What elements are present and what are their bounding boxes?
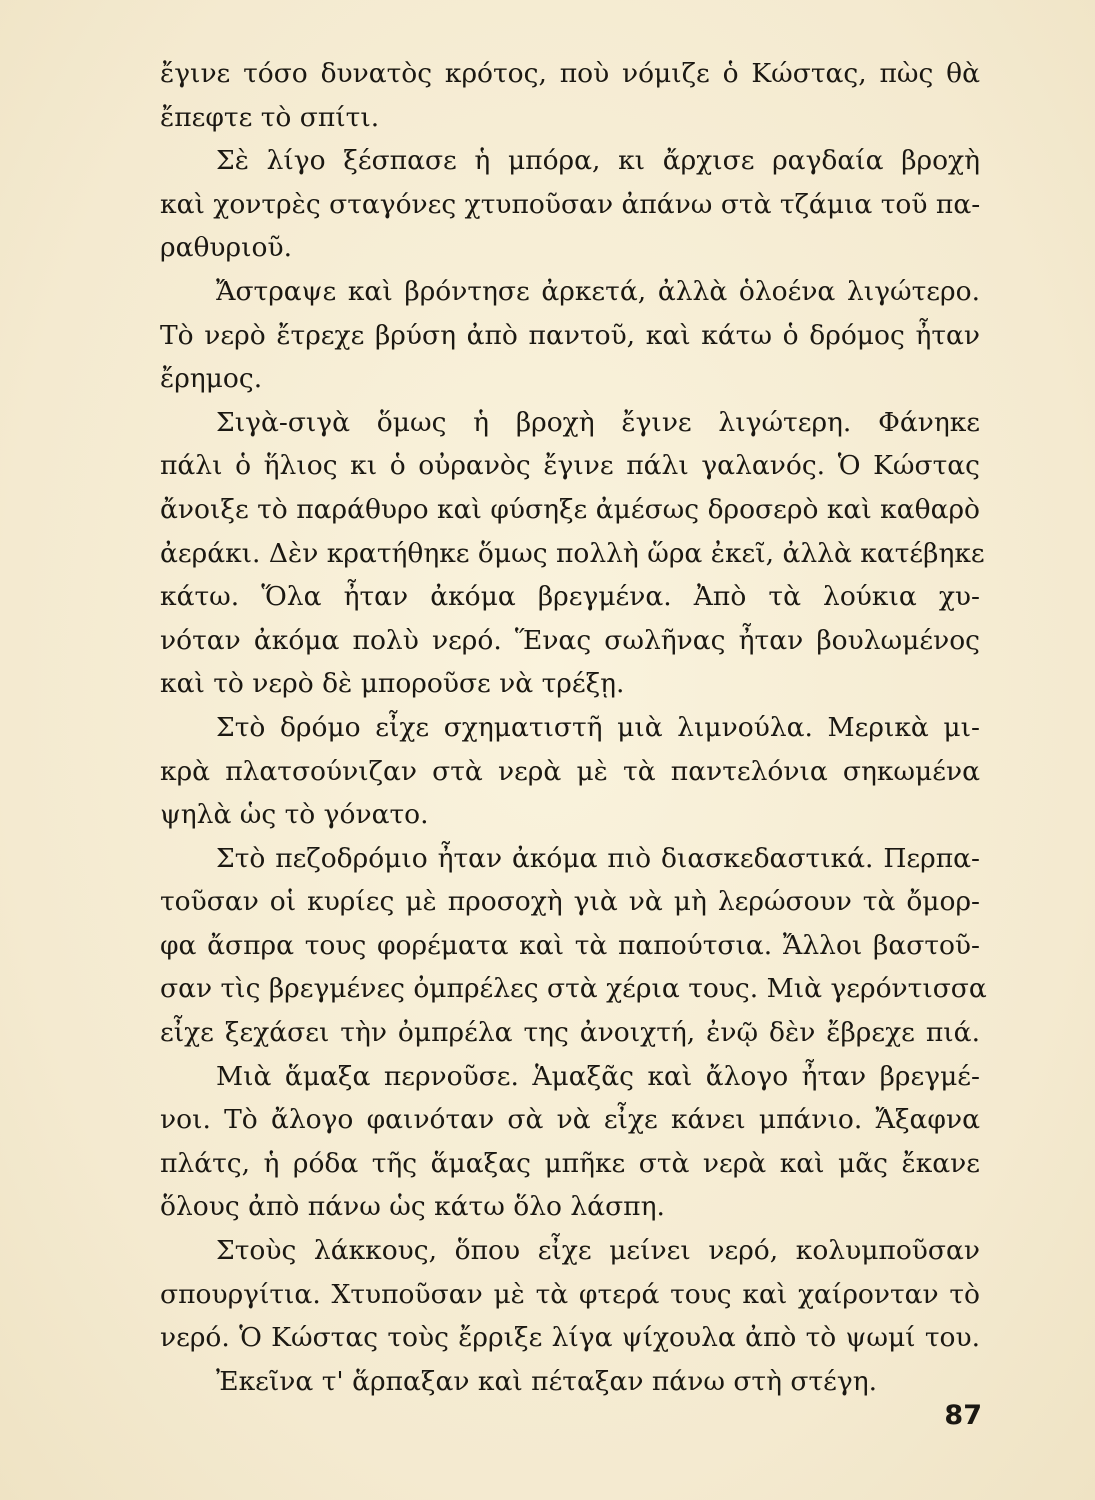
text-line: πλάτς, ἡ ρόδα τῆς ἅμαξας μπῆκε στὰ νερὰ καὶ μᾶς ἔκανε bbox=[160, 1147, 980, 1179]
text-line: Σὲ λίγο ξέσπασε ἡ μπόρα, κι ἄρχισε ραγδαία βροχὴ bbox=[216, 145, 980, 177]
text-line: ἔπεφτε τὸ σπίτι. bbox=[160, 101, 380, 133]
text-line: εἶχε ξεχάσει τὴν ὀμπρέλα της ἀνοιχτή, ἐνῷ δὲν ἔβρεχε πιά. bbox=[160, 1017, 980, 1049]
text-line: Ἐκεῖνα τ' ἅρπαξαν καὶ πέταξαν πάνω στὴ στέγη. bbox=[216, 1365, 878, 1397]
text-line: νόταν ἀκόμα πολὺ νερό. Ἕνας σωλῆνας ἦταν βουλωμένος bbox=[160, 624, 980, 656]
text-line: Στὸ πεζοδρόμιο ἦταν ἀκόμα πιὸ διασκεδαστικά. Περπα- bbox=[216, 842, 980, 874]
text-line: σαν τὶς βρεγμένες ὀμπρέλες στὰ χέρια τους. Μιὰ γερόντισσα bbox=[160, 973, 987, 1005]
text-line: καὶ χοντρὲς σταγόνες χτυποῦσαν ἀπάνω στὰ τζάμια τοῦ πα- bbox=[160, 188, 981, 220]
text-line: πάλι ὁ ἥλιος κι ὁ οὐρανὸς ἔγινε πάλι γαλανός. Ὁ Κώστας bbox=[160, 450, 980, 482]
text-line: κρὰ πλατσούνιζαν στὰ νερὰ μὲ τὰ παντελόνια σηκωμένα bbox=[160, 755, 980, 787]
text-line: Ἄστραψε καὶ βρόντησε ἀρκετά, ἀλλὰ ὁλοένα λιγώτερο. bbox=[216, 275, 980, 307]
text-line: φα ἄσπρα τους φορέματα καὶ τὰ παπούτσια. Ἄλλοι βαστοῦ- bbox=[160, 929, 980, 961]
text-line: Στὸ δρόμο εἶχε σχηματιστῆ μιὰ λιμνούλα. Μερικὰ μι- bbox=[216, 711, 980, 743]
text-line: κάτω. Ὅλα ἦταν ἀκόμα βρεγμένα. Ἀπὸ τὰ λούκια χυ- bbox=[160, 581, 980, 613]
text-line: νοι. Τὸ ἄλογο φαινόταν σὰ νὰ εἶχε κάνει μπάνιο. Ἄξαφνα bbox=[160, 1104, 980, 1136]
text-line: Τὸ νερὸ ἔτρεχε βρύση ἀπὸ παντοῦ, καὶ κάτω ὁ δρόμος ἦταν bbox=[160, 319, 980, 351]
text-line: Μιὰ ἅμαξα περνοῦσε. Ἁμαξᾶς καὶ ἄλογο ἦταν βρεγμέ- bbox=[216, 1060, 980, 1092]
text-line: νερό. Ὁ Κώστας τοὺς ἔρριξε λίγα ψίχουλα ἀπὸ τὸ ψωμί του. bbox=[160, 1322, 980, 1354]
text-line: ἄνοιξε τὸ παράθυρο καὶ φύσηξε ἀμέσως δροσερὸ καὶ καθαρὸ bbox=[160, 493, 980, 525]
text-line: ἔρημος. bbox=[160, 363, 263, 395]
text-line: ὅλους ἀπὸ πάνω ὡς κάτω ὅλο λάσπη. bbox=[160, 1191, 665, 1223]
text-line: Σιγὰ-σιγὰ ὅμως ἡ βροχὴ ἔγινε λιγώτερη. Φάνηκε bbox=[216, 406, 980, 438]
text-line: ψηλὰ ὡς τὸ γόνατο. bbox=[160, 799, 429, 831]
text-line: σπουργίτια. Χτυποῦσαν μὲ τὰ φτερά τους καὶ χαίρονταν τὸ bbox=[160, 1278, 980, 1310]
text-line: ραθυριοῦ. bbox=[160, 232, 292, 264]
text-line: ἀεράκι. Δὲν κρατήθηκε ὅμως πολλὴ ὥρα ἐκεῖ, ἀλλὰ κατέβηκε bbox=[160, 537, 985, 569]
body-text bbox=[160, 52, 987, 1403]
text-line: καὶ τὸ νερὸ δὲ μποροῦσε νὰ τρέξῃ. bbox=[160, 668, 625, 700]
page-number: 87 bbox=[944, 1400, 982, 1431]
text-line: Στοὺς λάκκους, ὅπου εἶχε μείνει νερό, κολυμποῦσαν bbox=[216, 1235, 980, 1267]
text-line: τοῦσαν οἱ κυρίες μὲ προσοχὴ γιὰ νὰ μὴ λερώσουν τὰ ὄμορ- bbox=[160, 886, 980, 918]
text-line: ἔγινε τόσο δυνατὸς κρότος, ποὺ νόμιζε ὁ Κώστας, πὼς θὰ bbox=[160, 58, 980, 89]
